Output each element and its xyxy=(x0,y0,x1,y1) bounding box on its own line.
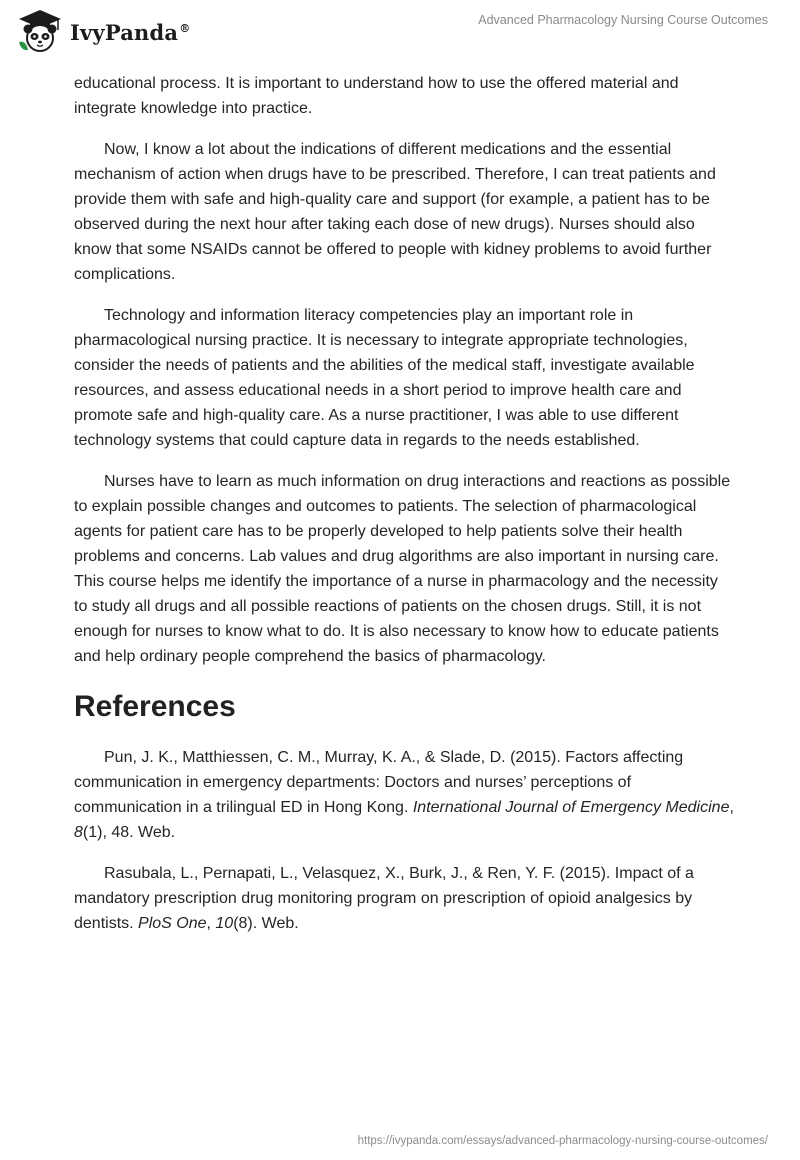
reference-item xyxy=(74,745,734,845)
essay-content xyxy=(74,71,734,952)
ivypanda-logo[interactable] xyxy=(16,8,190,56)
paragraph: Nurses have to learn as much information on drug interactions and reactions as possible to explain possible changes and outcomes to patients. The selection of pharmacological agents for patient care has to be properly developed to help patients solve their health problems and concerns. Lab values and drug algorithms are also important in nursing care. This course helps me identify the importance of a nurse in pharmacology and the necessity to study all drugs and all possible reactions of patients on the chosen drugs. Still, it is not enough for nurses to know what to do. It is also necessary to know how to educate patients and help ordinary people comprehend the basics of pharmacology. xyxy=(74,473,731,665)
reference-separator: , xyxy=(729,799,734,816)
reference-text: Rasubala, L., Pernapati, L., Velasquez, X., Burk, J., & Ren, Y. F. (2015). Impact of a mandatory prescription drug monitoring program on prescription of opioid analgesics by dentists. xyxy=(74,865,694,932)
brand-name: IvyPanda® xyxy=(70,19,191,45)
paragraph: Technology and information literacy competencies play an important role in pharmacological nursing practice. It is necessary to integrate appropriate technologies, consider the needs of patients and the abilities of the medical staff, investigate available resources, and assess educational needs in a short period to improve health care and promote safe and high-quality care. As a nurse practitioner, I was able to use different technology systems that could capture data in regards to the needs established. xyxy=(74,307,695,449)
reference-journal: PloS One xyxy=(138,915,207,932)
registered-mark: ® xyxy=(179,21,191,35)
reference-tail: (8). Web. xyxy=(233,915,299,932)
reference-tail: (1), 48. Web. xyxy=(82,824,176,841)
reference-separator: , xyxy=(206,915,216,932)
reference-volume: 8 xyxy=(74,824,83,841)
reference-journal: International Journal of Emergency Medicine xyxy=(412,799,730,816)
references-heading: References xyxy=(74,690,236,723)
reference-item xyxy=(74,861,734,936)
paragraph: Now, I know a lot about the indications of different medications and the essential mechanism of action when drugs have to be prescribed. Therefore, I can treat patients and provide them with safe and high-quality care and support (for example, a patient has to be observed during the next hour after taking each dose of new drugs). Nurses should also know that some NSAIDs cannot be offered to people with kidney problems to avoid further complications. xyxy=(74,141,716,283)
reference-text: Pun, J. K., Matthiessen, C. M., Murray, K. A., & Slade, D. (2015). Factors affecting communication in emergency departments: Doctors and nurses’ perceptions of communication in a trilingual ED in Hong Kong. xyxy=(74,749,684,816)
panda-graduate-icon xyxy=(16,8,64,56)
page-header xyxy=(0,0,800,64)
source-url[interactable]: https://ivypanda.com/essays/advanced-pharmacology-nursing-course-outcomes/ xyxy=(357,1135,768,1147)
paragraph-continuation: educational process. It is important to understand how to use the offered material and integrate knowledge into practice. xyxy=(74,75,679,117)
document-title: Advanced Pharmacology Nursing Course Outcomes xyxy=(478,13,768,27)
reference-volume: 10 xyxy=(215,915,234,932)
